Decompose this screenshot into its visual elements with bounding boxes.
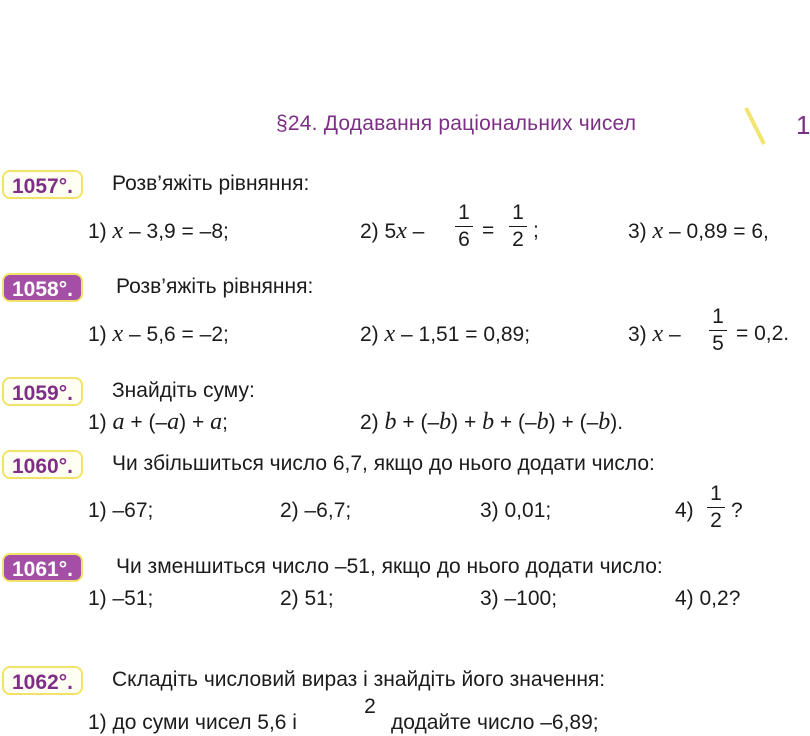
problem-1061-item-3: 3) –100;	[480, 587, 558, 610]
fraction-1-2-b: 1 2	[707, 483, 725, 532]
problem-1057-item-1: 1) x – 3,9 = –8;	[88, 218, 229, 244]
problem-1062-item-1-end: додайте число –6,89;	[391, 711, 599, 734]
fraction-1-6: 1 6	[455, 202, 473, 251]
equals-0-2: = 0,2.	[736, 322, 790, 345]
problem-1058-item-3: 3) x –	[628, 321, 681, 347]
problem-1059-item-2: 2) b + (–b) + b + (–b) + (–b).	[360, 409, 624, 435]
header-slash-decoration	[740, 104, 770, 148]
fraction-1-2: 1 2	[509, 202, 527, 251]
problem-1062-item-1-start: 1) до суми чисел 5,6 і	[88, 711, 297, 734]
problem-1060-item-4-label: 4)	[675, 499, 694, 522]
problem-1059-item-1: 1) a + (–a) + a;	[88, 409, 228, 435]
problem-1060-item-1: 1) –67;	[88, 499, 154, 522]
problem-1057-item-3: 3) x – 0,89 = 6,	[628, 218, 769, 244]
problem-text-1058: Розв’яжіть рівняння:	[116, 275, 314, 298]
problem-number-1057: 1057°.	[2, 170, 83, 199]
problem-text-1060: Чи збільшиться число 6,7, якщо до нього додати число:	[112, 452, 655, 475]
problem-text-1062: Складіть числовий вираз і знайдіть його значення:	[112, 668, 606, 691]
question-mark: ?	[731, 499, 743, 522]
problem-1058-item-2: 2) x – 1,51 = 0,89;	[360, 321, 531, 347]
problem-1057-item-2: 2) 5x –	[360, 218, 425, 244]
problem-number-1058: 1058°.	[2, 273, 83, 302]
problem-1058-item-1: 1) x – 5,6 = –2;	[88, 321, 229, 347]
problem-text-1059: Знайдіть суму:	[112, 379, 255, 402]
problem-text-1061: Чи зменшиться число –51, якщо до нього додати число:	[116, 555, 663, 578]
problem-number-1059: 1059°.	[2, 377, 83, 406]
fraction-2: 2	[364, 695, 376, 718]
problem-1060-item-3: 3) 0,01;	[480, 499, 552, 522]
problem-1061-item-4: 4) 0,2?	[675, 587, 741, 610]
problem-1061-item-2: 2) 51;	[280, 587, 334, 610]
problem-1061-item-1: 1) –51;	[88, 587, 154, 610]
page-number: 1	[796, 110, 810, 140]
problem-number-1060: 1060°.	[2, 450, 83, 479]
problem-text-1057: Розв’яжіть рівняння:	[112, 172, 310, 195]
problem-1060-item-2: 2) –6,7;	[280, 499, 352, 522]
fraction-1-5: 1 5	[709, 306, 727, 355]
section-title: §24. Додавання раціональних чисел	[276, 112, 637, 135]
problem-number-1061: 1061°.	[2, 553, 83, 582]
problem-number-1062: 1062°.	[2, 666, 83, 695]
equals-sign: =	[482, 219, 495, 242]
semicolon: ;	[533, 219, 539, 242]
